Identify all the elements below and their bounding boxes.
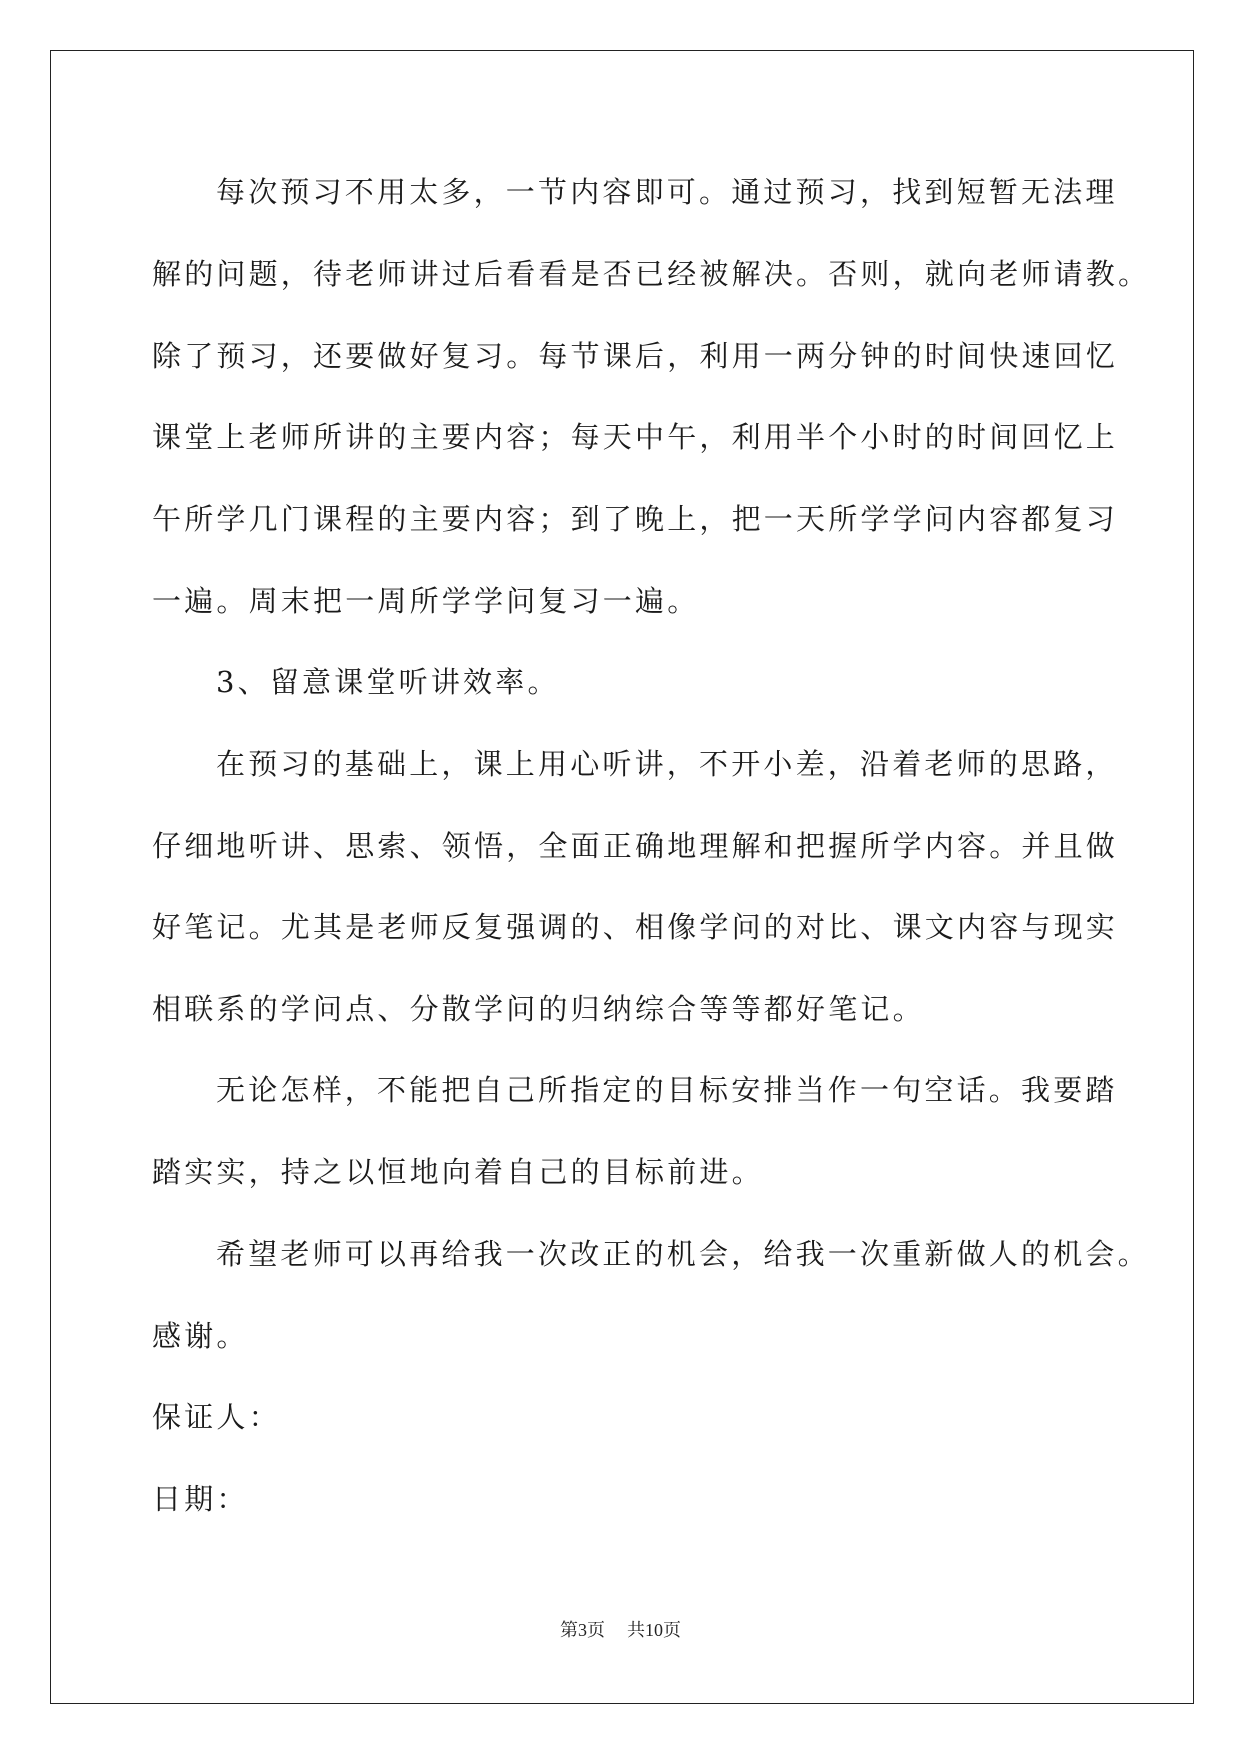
paragraph-line: 无论怎样，不能把自己所指定的目标安排当作一句空话。我要踏 [216, 1073, 1118, 1107]
paragraph-line: 好笔记。尤其是老师反复强调的、相像学问的对比、课文内容与现实 [152, 910, 1119, 944]
page-number: 第3页 [560, 1620, 605, 1640]
page-border [50, 50, 1194, 1704]
date-label: 日期： [152, 1482, 249, 1516]
paragraph-line: 在预习的基础上，课上用心听讲，不开小差，沿着老师的思路， [216, 747, 1118, 781]
page-footer [0, 1616, 1241, 1642]
paragraph-line: 一遍。周末把一周所学学问复习一遍。 [152, 584, 700, 618]
paragraph-line: 仔细地听讲、思索、领悟，全面正确地理解和把握所学内容。并且做 [152, 829, 1119, 863]
paragraph-line: 相联系的学问点、分散学问的归纳综合等等都好笔记。 [152, 992, 925, 1026]
paragraph-line: 每次预习不用太多，一节内容即可。通过预习，找到短暂无法理 [216, 175, 1118, 209]
paragraph-line: 感谢。 [152, 1319, 249, 1353]
page-total: 共10页 [627, 1620, 681, 1640]
paragraph-line: 课堂上老师所讲的主要内容；每天中午，利用半个小时的时间回忆上 [152, 420, 1119, 454]
paragraph-line: 解的问题，待老师讲过后看看是否已经被解决。否则，就向老师请教。 [152, 257, 1151, 291]
paragraph-line: 除了预习，还要做好复习。每节课后，利用一两分钟的时间快速回忆 [152, 339, 1119, 373]
paragraph-line: 午所学几门课程的主要内容；到了晚上，把一天所学学问内容都复习 [152, 502, 1119, 536]
section-heading: 3、留意课堂听讲效率。 [216, 665, 560, 699]
paragraph-line: 希望老师可以再给我一次改正的机会，给我一次重新做人的机会。 [216, 1237, 1150, 1271]
guarantor-label: 保证人： [152, 1400, 281, 1434]
paragraph-line: 踏实实，持之以恒地向着自己的目标前进。 [152, 1155, 764, 1189]
